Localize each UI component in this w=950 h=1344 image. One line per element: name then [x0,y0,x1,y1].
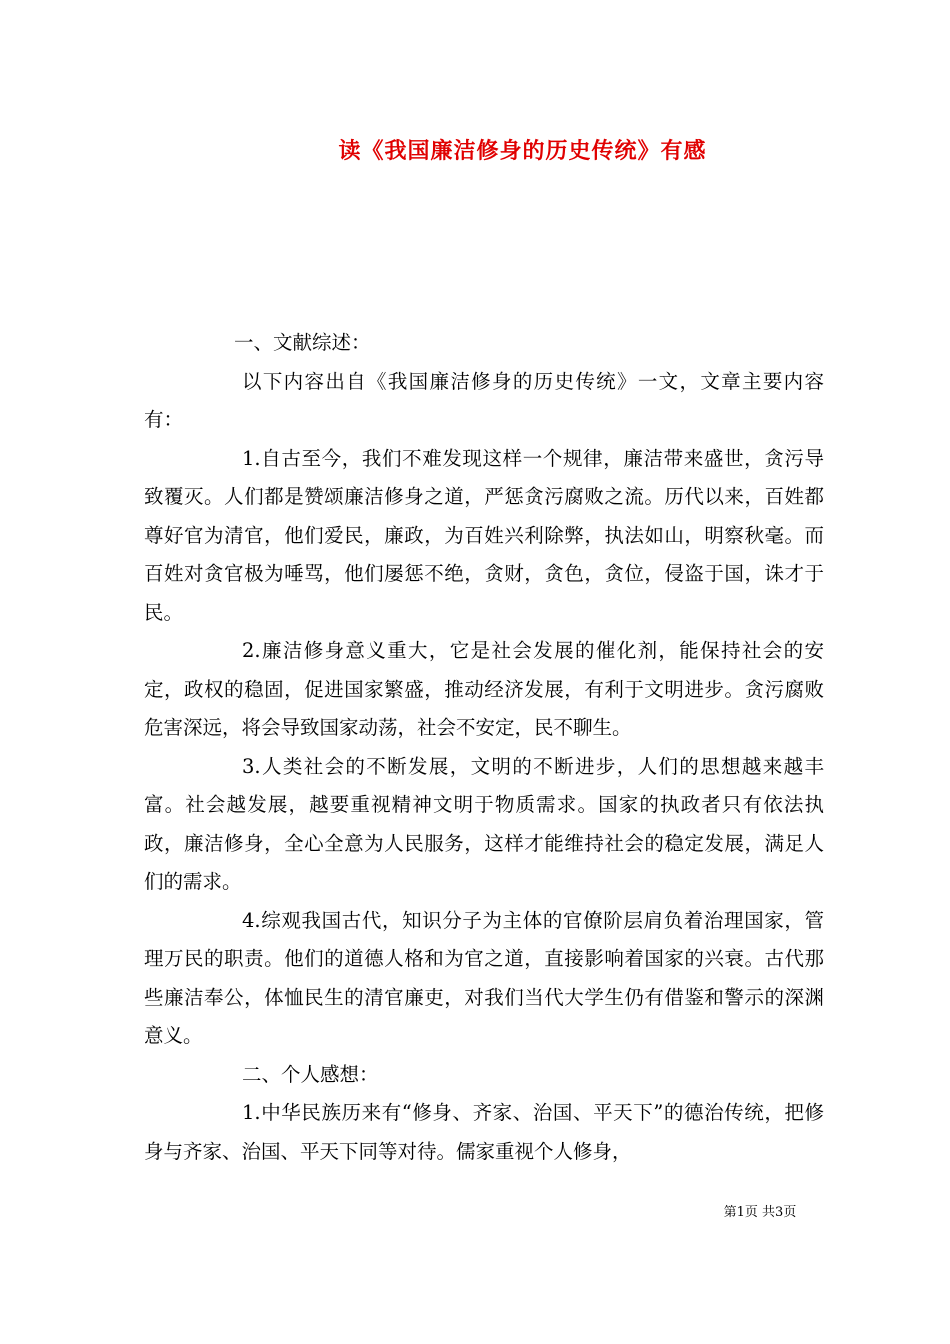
paragraph-point-3: 3.人类社会的不断发展，文明的不断进步，人们的思想越来越丰富。社会越发展，越要重视精神文明于物质需求。国家的执政者只有依法执政，廉洁修身，全心全意为人民服务，这样才能维持社会的稳定发展，满足人们的需求。 [144,754,824,893]
paragraph-point-2: 2.廉洁修身意义重大，它是社会发展的催化剂，能保持社会的安定，政权的稳固，促进国家繁盛，推动经济发展，有利于文明进步。贪污腐败危害深远，将会导致国家动荡，社会不安定，民不聊生。 [144,639,824,739]
section-heading-literature-review: 一、文献综述： [234,331,371,354]
intro-paragraph: 以下内容出自《我国廉洁修身的历史传统》一文，文章主要内容有： [144,369,824,431]
document-body [144,324,824,1171]
paragraph-thought-1: 1.中华民族历来有“修身、齐家、治国、平天下”的德治传统，把修身与齐家、治国、平天下同等对待。儒家重视个人修身， [144,1101,824,1163]
paragraph-point-4: 4.综观我国古代，知识分子为主体的官僚阶层肩负着治理国家，管理万民的职责。他们的道德人格和为官之道，直接影响着国家的兴衰。古代那些廉洁奉公，体恤民生的清官廉吏，对我们当代大学生仍有借鉴和警示的深渊意义。 [144,908,824,1047]
document-title: 读《我国廉洁修身的历史传统》有感 [338,138,707,164]
section-heading-personal-thoughts: 二、个人感想： [242,1062,379,1086]
page-number-footer: 第1页 共3页 [723,1205,797,1220]
paragraph-point-1: 1.自古至今，我们不难发现这样一个规律，廉洁带来盛世，贪污导致覆灭。人们都是赞颂廉洁修身之道，严惩贪污腐败之流。历代以来，百姓都尊好官为清官，他们爱民，廉政，为百姓兴利除弊，执法如山，明察秋毫。而百姓对贪官极为唾骂，他们屡惩不绝，贪财，贪色，贪位，侵盗于国，诛才于民。 [144,446,824,624]
